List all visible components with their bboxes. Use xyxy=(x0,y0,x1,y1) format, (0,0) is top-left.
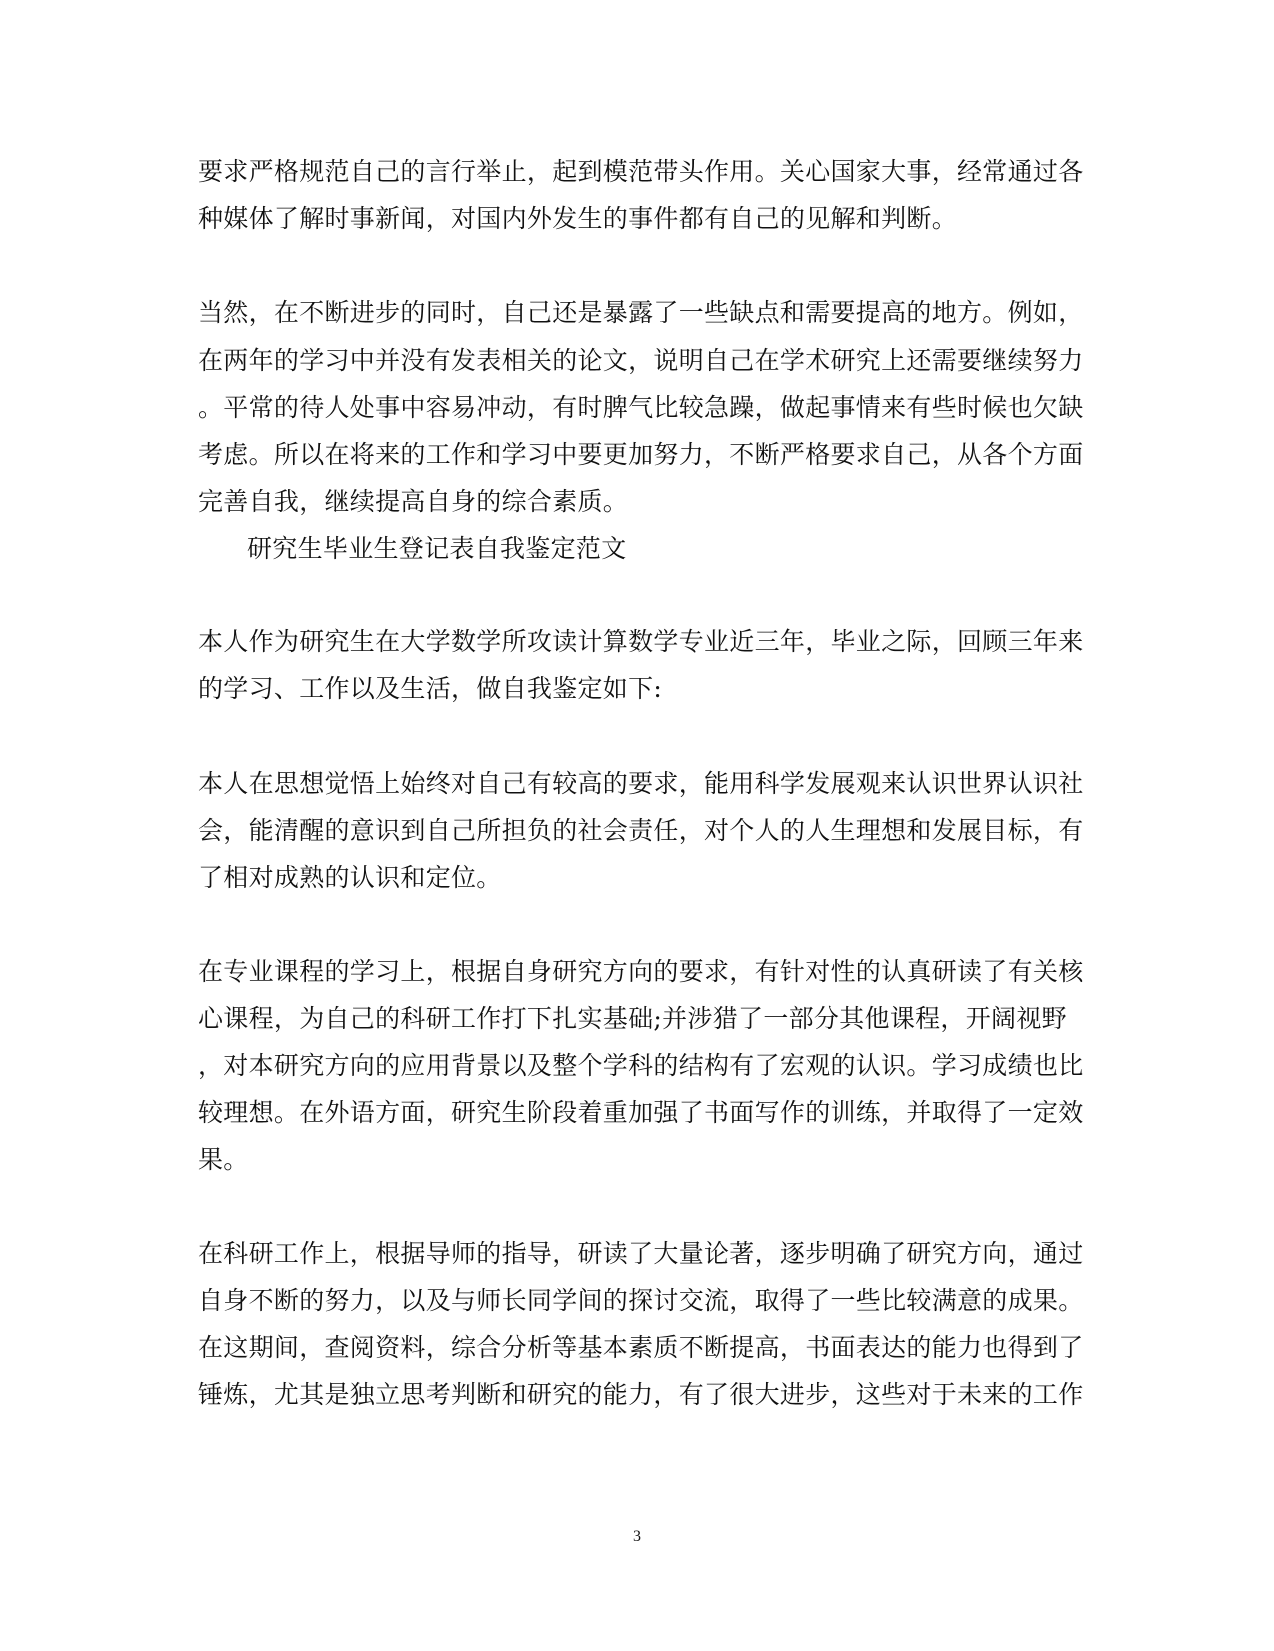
text-line: 自身不断的努力，以及与师长同学间的探讨交流，取得了一些比较满意的成果。 xyxy=(198,1286,1084,1315)
section-heading: 研究生毕业生登记表自我鉴定范文 xyxy=(247,534,627,563)
text-line: 的学习、工作以及生活，做自我鉴定如下: xyxy=(198,674,663,703)
text-line: 当然，在不断进步的同时，自己还是暴露了一些缺点和需要提高的地方。例如， xyxy=(198,298,1084,327)
text-line: 本人在思想觉悟上始终对自己有较高的要求，能用科学发展观来认识世界认识社 xyxy=(198,769,1084,798)
text-line: 本人作为研究生在大学数学所攻读计算数学专业近三年，毕业之际，回顾三年来 xyxy=(198,627,1084,656)
text-line: 种媒体了解时事新闻，对国内外发生的事件都有自己的见解和判断。 xyxy=(198,204,958,233)
text-line: 在这期间，查阅资料，综合分析等基本素质不断提高，书面表达的能力也得到了 xyxy=(198,1333,1084,1362)
text-line: 会，能清醒的意识到自己所担负的社会责任，对个人的人生理想和发展目标，有 xyxy=(198,816,1084,845)
text-line: 在科研工作上，根据导师的指导，研读了大量论著，逐步明确了研究方向，通过 xyxy=(198,1239,1084,1268)
text-line: 要求严格规范自己的言行举止，起到模范带头作用。关心国家大事，经常通过各 xyxy=(198,157,1084,186)
text-line: 。平常的待人处事中容易冲动，有时脾气比较急躁，做起事情来有些时候也欠缺 xyxy=(198,393,1084,422)
text-line: 完善自我，继续提高自身的综合素质。 xyxy=(198,487,629,516)
text-line: 在专业课程的学习上，根据自身研究方向的要求，有针对性的认真研读了有关核 xyxy=(198,957,1084,986)
text-line: ，对本研究方向的应用背景以及整个学科的结构有了宏观的认识。学习成绩也比 xyxy=(198,1051,1084,1080)
page-number: 3 xyxy=(633,1528,641,1545)
text-line: 心课程，为自己的科研工作打下扎实基础;并涉猎了一部分其他课程，开阔视野 xyxy=(198,1004,1067,1033)
text-line: 锤炼，尤其是独立思考判断和研究的能力，有了很大进步，这些对于未来的工作 xyxy=(198,1380,1084,1409)
text-line: 了相对成熟的认识和定位。 xyxy=(198,863,502,892)
text-line: 在两年的学习中并没有发表相关的论文，说明自己在学术研究上还需要继续努力 xyxy=(198,346,1084,375)
text-line: 较理想。在外语方面，研究生阶段着重加强了书面写作的训练，并取得了一定效 xyxy=(198,1098,1084,1127)
text-line: 果。 xyxy=(198,1145,249,1174)
text-line: 考虑。所以在将来的工作和学习中要更加努力，不断严格要求自己，从各个方面 xyxy=(198,440,1084,469)
